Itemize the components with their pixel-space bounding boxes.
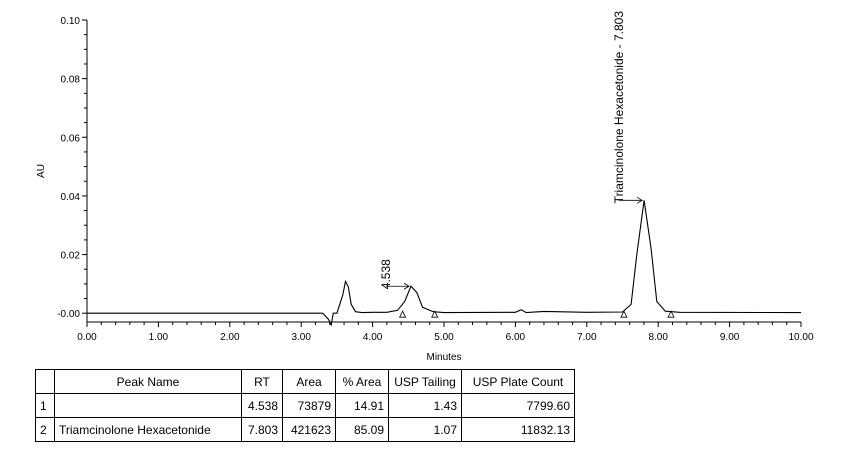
y-tick-label: 0.06 xyxy=(60,133,80,145)
col-header-usp-tailing: USP Tailing xyxy=(389,370,462,394)
x-tick-label: 6.00 xyxy=(505,332,526,343)
series-line-trace xyxy=(87,200,801,325)
x-tick-label: 4.00 xyxy=(362,332,383,343)
y-tick-label: -0.00 xyxy=(57,309,80,321)
col-header-peak-name: Peak Name xyxy=(55,370,242,394)
y-tick-label: 0.08 xyxy=(60,74,80,86)
table-header-row xyxy=(36,370,575,394)
cell-usp-plate-count: 11832.13 xyxy=(462,418,575,442)
chart-marks xyxy=(87,11,801,325)
y-tick-label: 0.04 xyxy=(60,191,80,203)
y-axis-label: AU xyxy=(36,164,47,178)
cell-usp-tailing: 1.43 xyxy=(389,394,462,418)
cell-rt: 7.803 xyxy=(242,418,283,442)
table-row xyxy=(36,394,575,418)
chart-axes xyxy=(57,16,814,343)
col-header-index xyxy=(36,370,55,394)
y-tick-label: 0.10 xyxy=(60,16,80,27)
cell-rt: 4.538 xyxy=(242,394,283,418)
x-tick-label: 9.00 xyxy=(719,332,740,343)
x-tick-label: 8.00 xyxy=(648,332,668,343)
col-header-area: Area xyxy=(283,370,336,394)
x-tick-label: 10.00 xyxy=(788,332,814,343)
table-row xyxy=(36,418,575,442)
col-header-percent-area: % Area xyxy=(336,370,389,394)
cell-area: 73879 xyxy=(283,394,336,418)
cell-usp-tailing: 1.07 xyxy=(389,418,462,442)
col-header-usp-plate-count: USP Plate Count xyxy=(462,370,575,394)
peak-label: Triamcinolone Hexacetonide - 7.803 xyxy=(612,10,627,204)
x-tick-label: 0.00 xyxy=(77,332,97,343)
cell-index: 1 xyxy=(36,394,55,418)
x-axis-label: Minutes xyxy=(426,352,462,363)
cell-index: 2 xyxy=(36,418,55,442)
x-tick-label: 7.00 xyxy=(577,332,597,343)
x-tick-label: 1.00 xyxy=(148,332,169,343)
x-tick-label: 5.00 xyxy=(434,332,454,343)
cell-percent-area: 85.09 xyxy=(336,418,389,442)
cell-usp-plate-count: 7799.60 xyxy=(462,394,575,418)
col-header-rt: RT xyxy=(242,370,283,394)
cell-peak-name xyxy=(55,394,242,418)
peak-label: 4.538 xyxy=(379,259,394,290)
cell-peak-name: Triamcinolone Hexacetonide xyxy=(55,418,242,442)
cell-percent-area: 14.91 xyxy=(336,394,389,418)
x-tick-label: 2.00 xyxy=(220,332,240,343)
x-tick-label: 3.00 xyxy=(291,332,311,343)
peak-results-table xyxy=(35,369,575,442)
y-tick-label: 0.02 xyxy=(60,250,80,262)
integration-marker xyxy=(400,311,406,317)
cell-area: 421623 xyxy=(283,418,336,442)
